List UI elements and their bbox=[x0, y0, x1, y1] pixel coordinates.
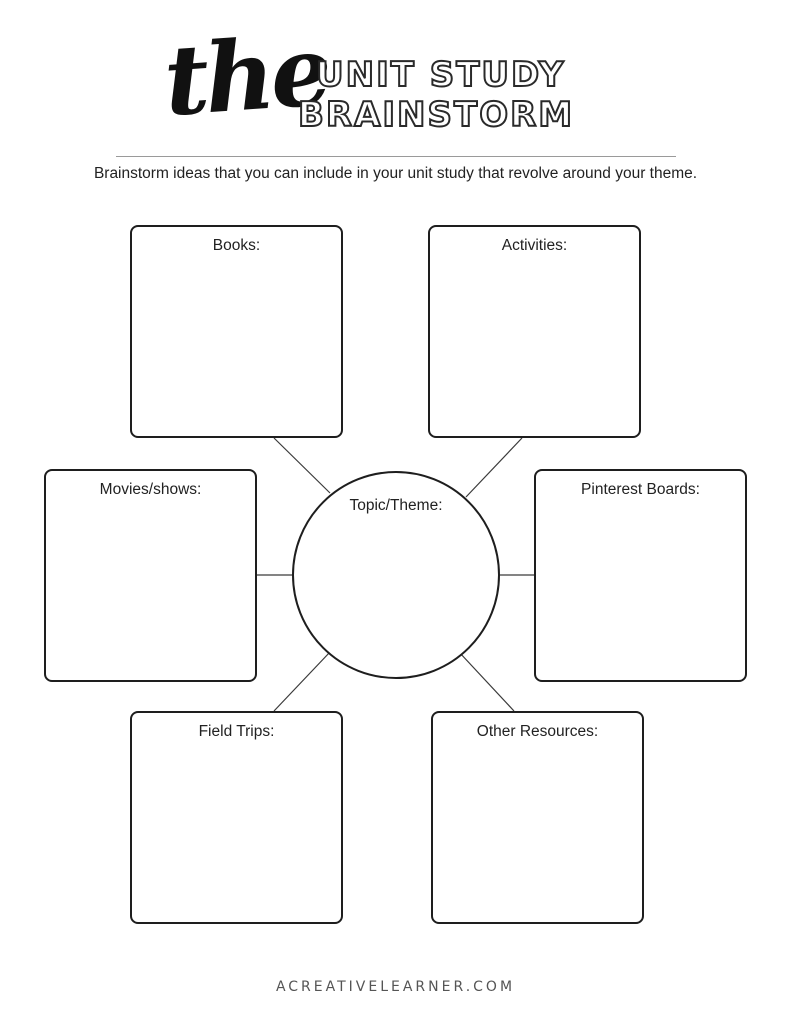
movies-shows-box[interactable] bbox=[44, 469, 257, 682]
books-box[interactable] bbox=[130, 225, 343, 438]
title-line-1: UNIT STUDY bbox=[316, 55, 566, 95]
topic-theme-circle[interactable] bbox=[292, 471, 500, 679]
instructions-text: Brainstorm ideas that you can include in your unit study that revolve around your theme. bbox=[93, 165, 698, 182]
activities-label: Activities: bbox=[501, 237, 568, 254]
field-trips-label: Field Trips: bbox=[198, 723, 275, 740]
movies-shows-label: Movies/shows: bbox=[99, 481, 202, 498]
connector-other bbox=[459, 652, 514, 711]
topic-theme-label: Topic/Theme: bbox=[349, 497, 443, 514]
connector-activities bbox=[466, 438, 522, 497]
activities-box[interactable] bbox=[428, 225, 641, 438]
connector-books bbox=[274, 438, 330, 493]
field-trips-box[interactable] bbox=[130, 711, 343, 924]
other-resources-box[interactable] bbox=[431, 711, 644, 924]
pinterest-boards-label: Pinterest Boards: bbox=[581, 481, 700, 498]
other-resources-label: Other Resources: bbox=[476, 723, 599, 740]
title-script-word: the bbox=[160, 13, 332, 138]
title-line-2: BRAINSTORM bbox=[298, 95, 575, 135]
footer-website: ACREATIVELEARNER.COM bbox=[275, 979, 516, 995]
pinterest-boards-box[interactable] bbox=[534, 469, 747, 682]
books-label: Books: bbox=[212, 237, 261, 254]
connector-field-trips bbox=[274, 652, 330, 711]
